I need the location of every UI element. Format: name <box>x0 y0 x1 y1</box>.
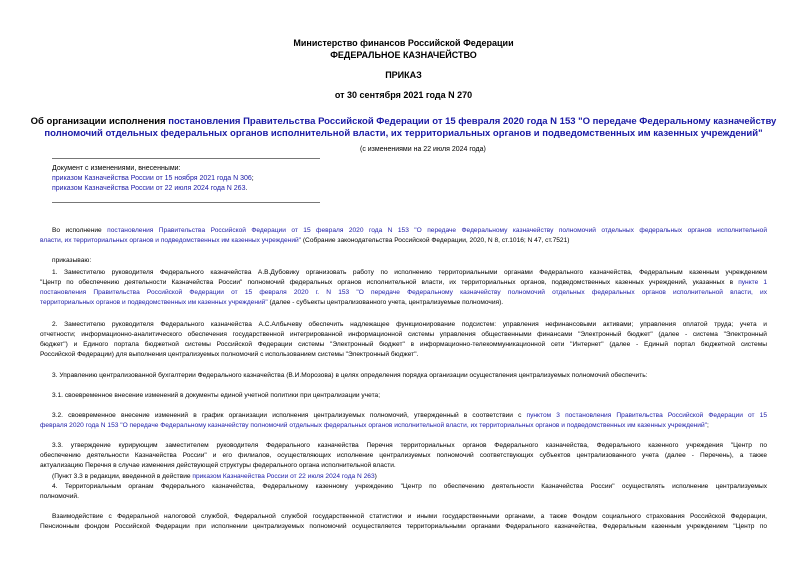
title-link[interactable]: постановления Правительства Российской Федерации от 15 февраля 2020 года N 153 "О передаче Федеральному казначейству <box>168 116 777 127</box>
p1-link-cont2[interactable]: территориальных органов и подведомственных им казенных учреждений" <box>40 299 268 306</box>
prikazyvayu: приказываю: <box>52 257 92 264</box>
p3-2-link[interactable]: пунктом 3 постановления Правительства Российской Федерации от 15 <box>526 412 767 419</box>
doc-title-line1 <box>0 116 807 128</box>
paragraph-5: Взаимодействие с Федеральной налоговой службой, Федеральной службой государственной статистики и иными государственными органами, а также Фондом социального страхования Российской Федерации, Пенсионным фондом Российской Федерации при исполнении централизуемых полномочий осуществляется территориальными органами Федерального казначейства, Федеральным казенным учреждением "Центр по <box>40 513 767 530</box>
intro-link-cont[interactable]: власти, их территориальных органов и подведомственных им казенных учреждений" <box>40 237 302 244</box>
paragraph-1: 1. Заместителю руководителя Федерального казначейства А.В.Дубовику организовать работу по исполнению территориальными органами Федерального казначейства, Федеральным казенным учреждением "Центр по обеспечению деятельности Казначейства России" полномочий федеральных органов исполнительной власти, их территориальных органов, подведомственных казенных учреждений, указанных в пункте 1 постановления Правительства Российской Федерации от 15 февраля 2020 г. N 153 "О передаче Федеральному казначейству полномочий отдельных федеральных органов исполнительной власти, их территориальных органов и подведомственных им казенных учреждений" (далее - субъекты централизованного учета, централизуемые полномочия). <box>40 269 767 306</box>
paragraph-3-3: 3.3. утверждение курирующим заместителем руководителя Федерального казначейства Перечня территориальных органов Федерального казначейства, Федерального казенного учреждения "Центр по обеспечению деятельности Казначейства России" и его филиалов, осуществляющих исполнение централизуемых полномочий соответствующих субъектов централизованного учета (далее - Перечень), а также актуализацию Перечня в случае изменения действующей структуры федерального органа исполнительной власти. <box>40 442 767 469</box>
paragraph-3-2: 3.2. своевременное внесение изменений в график организации исполнения централизуемых полномочий, утвержденный в соответствии с пунктом 3 постановления Правительства Российской Федерации от 15 февраля 2020 года N 153 "О передаче Федеральному казначейству полномочий отдельных федеральных органов исполнительной власти, их территориальных органов и подведомственных им казенных учреждений"; <box>40 412 767 429</box>
doc-type: ПРИКАЗ <box>385 70 422 80</box>
paragraph-3: 3. Управлению централизованной бухгалтерии Федерального казначейства (В.И.Морозова) в целях определения порядка организации осуществления централизуемых полномочий обеспечить: <box>52 372 648 379</box>
p1-link-cont[interactable]: постановления Правительства Российской Федерации от 15 февраля 2020 г. N 153 "О передаче Федеральному казначейству полномочий отдельных федеральных органов исполнительной власти, их <box>40 289 767 296</box>
changes-item: приказом Казначейства России от 15 ноября 2021 года N 306; <box>52 175 254 182</box>
p1-link[interactable]: пункте 1 <box>738 279 767 286</box>
intro-paragraph: Во исполнение постановления Правительства Российской Федерации от 15 февраля 2020 года N 153 "О передаче Федеральному казначейству полномочий отдельных федеральных органов исполнительной власти, их территориальных органов и подведомственных им казенных учреждений" (Собрание законодательства Российской Федерации, 2020, N 8, ст.1016; N 47, ст.7521) <box>40 227 767 244</box>
changes-top-rule <box>52 158 320 159</box>
changes-bottom-rule <box>52 202 320 203</box>
title-prefix: Об организации исполнения <box>30 116 169 127</box>
p3-3-edit-note: (Пункт 3.3 в редакции, введенной в действие приказом Казначейства России от 22 июля 2024 года N 263) <box>52 473 377 480</box>
doc-date-number: от 30 сентября 2021 года N 270 <box>334 90 473 100</box>
title-link-cont[interactable]: полномочий отдельных федеральных органов исполнительной власти, их территориальных органов и подведомственных им казенных учреждений" <box>44 128 763 139</box>
agency-name: ФЕДЕРАЛЬНОЕ КАЗНАЧЕЙСТВО <box>330 50 477 60</box>
paragraph-4: 4. Территориальным органам Федерального казначейства, Федеральному казенному учреждению "Центр по обеспечению деятельности Казначейства России" осуществлять исполнение централизуемых полномочий. <box>40 483 767 500</box>
revision-note: (с изменениями на 22 июля 2024 года) <box>360 146 486 153</box>
doc-title-line2 <box>0 128 807 140</box>
p3-2-link-cont[interactable]: февраля 2020 года N 153 "О передаче Федеральному казначейству полномочий отдельных федеральных органов исполнительной власти, их территориальных органов и подведомственных им казенных учреждений" <box>40 422 707 429</box>
paragraph-2: 2. Заместителю руководителя Федерального казначейства А.С.Албычеву обеспечить надлежащее функционирование подсистем: управления нефинансовыми активами; управления оплатой труда; учета и отчетности; информационно-аналитического обеспечения государственной интегрированной информационной системы управления общественными финансами "Электронный бюджет" (далее - система "Электронный бюджет") и Единого портала бюджетной системы Российской Федерации системы "Электронный бюджет" в информационно-телекоммуникационной сети "Интернет" (далее - Единый портал бюджетной системы Российской Федерации) для выполнения централизуемых полномочий с использованием системы "Электронный бюджет". <box>40 321 767 358</box>
p3-3-note-link[interactable]: приказом Казначейства России от 22 июля 2024 года N 263 <box>192 473 375 480</box>
changes-heading: Документ с изменениями, внесенными: <box>52 165 181 172</box>
paragraph-3-1: 3.1. своевременное внесение изменений в документы единой учетной политики при централизации учета; <box>52 392 381 399</box>
changes-item-link[interactable]: приказом Казначейства России от 22 июля 2024 года N 263 <box>52 185 246 192</box>
ministry-name: Министерство финансов Российской Федерации <box>293 38 514 48</box>
intro-link[interactable]: постановления Правительства Российской Федерации от 15 февраля 2020 года N 153 "О передаче Федеральному казначейству полномочий отдельных федеральных органов исполнительной <box>107 227 767 234</box>
changes-item-link[interactable]: приказом Казначейства России от 15 ноября 2021 года N 306 <box>52 175 252 182</box>
changes-item: приказом Казначейства России от 22 июля 2024 года N 263. <box>52 185 248 192</box>
